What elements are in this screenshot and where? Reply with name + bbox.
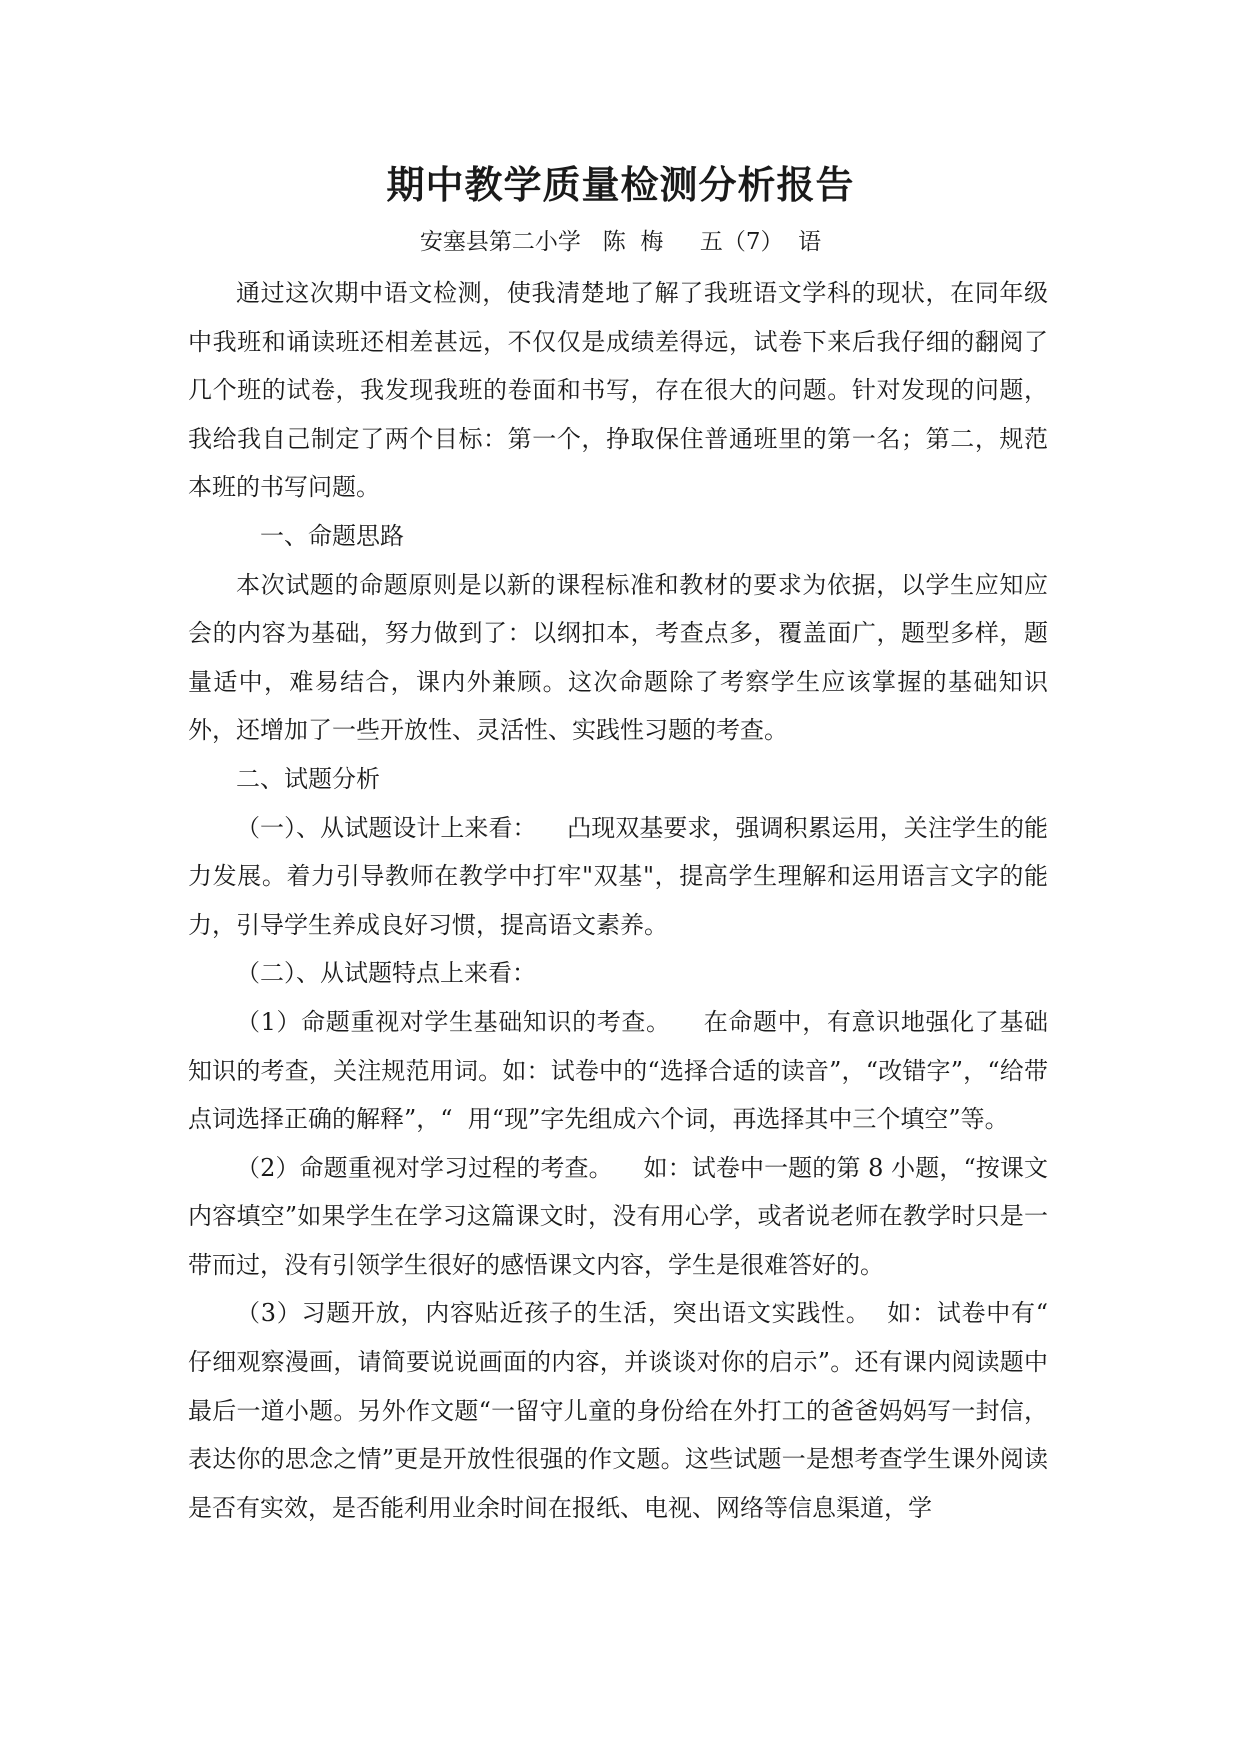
document-title: 期中教学质量检测分析报告 — [386, 162, 855, 207]
analysis-features-heading: （二）、从试题特点上来看： — [236, 959, 536, 988]
feature-3-paragraph: （3）习题开放，内容贴近孩子的生活，突出语文实践性。 如：试卷中有“ 仔细观察漫画，请简要说说画面的内容，并谈谈对你的启示”。还有课内阅读题中最后一道小题。另外作文题“一留守儿童的身份给在外打工的爸爸妈妈写一封信，表达你的思念之情”更是开放性很强的作文题。这些试题一是想考查学生课外阅读是否有实效，是否能利用业余时间在报纸、电视、网络等信息渠道，学 — [188, 1299, 1064, 1522]
section-heading-analysis: 二、试题分析 — [236, 764, 380, 793]
intro-paragraph: 通过这次期中语文检测，使我清楚地了解了我班语文学科的现状，在同年级中我班和诵读班还相差甚远，不仅仅是成绩差得远，试卷下来后我仔细的翻阅了几个班的试卷，我发现我班的卷面和书写，存在很大的问题。针对发现的问题，我给我自己制定了两个目标：第一个，挣取保住普通班里的第一名；第二，规范本班的书写问题。 — [188, 279, 1048, 502]
proposition-paragraph: 本次试题的命题原则是以新的课程标准和教材的要求为依据，以学生应知应会的内容为基础，努力做到了：以纲扣本，考查点多，覆盖面广，题型多样，题量适中，难易结合，课内外兼顾。这次命题除了考察学生应该掌握的基础知识外，还增加了一些开放性、灵活性、实践性习题的考查。 — [188, 570, 1048, 745]
document-byline: 安塞县第二小学 陈 梅 五（7） 语 — [419, 229, 822, 255]
feature-2-paragraph: （2）命题重视对学习过程的考查。 如：试卷中一题的第 8 小题，“按课文内容填空”如果学生在学习这篇课文时，没有用心学，或者说老师在教学时只是一带而过，没有引领学生很好的感悟课文内容，学生是很难答好的。 — [188, 1153, 1048, 1279]
analysis-design-paragraph: （一）、从试题设计上来看： 凸现双基要求，强调积累运用，关注学生的能力发展。着力引导教师在教学中打牢"双基"，提高学生理解和运用语言文字的能力，引导学生养成良好习惯，提高语文素养。 — [188, 813, 1048, 939]
feature-1-paragraph: （1）命题重视对学生基础知识的考查。 在命题中，有意识地强化了基础知识的考查，关注规范用词。如：试卷中的“选择合适的读音”，“改错字”，“给带点词选择正确的解释”，“ 用“现”字先组成六个词，再选择其中三个填空”等。 — [188, 1007, 1048, 1134]
section-heading-proposition: 一、命题思路 — [260, 521, 404, 550]
document-body — [188, 269, 1064, 1532]
